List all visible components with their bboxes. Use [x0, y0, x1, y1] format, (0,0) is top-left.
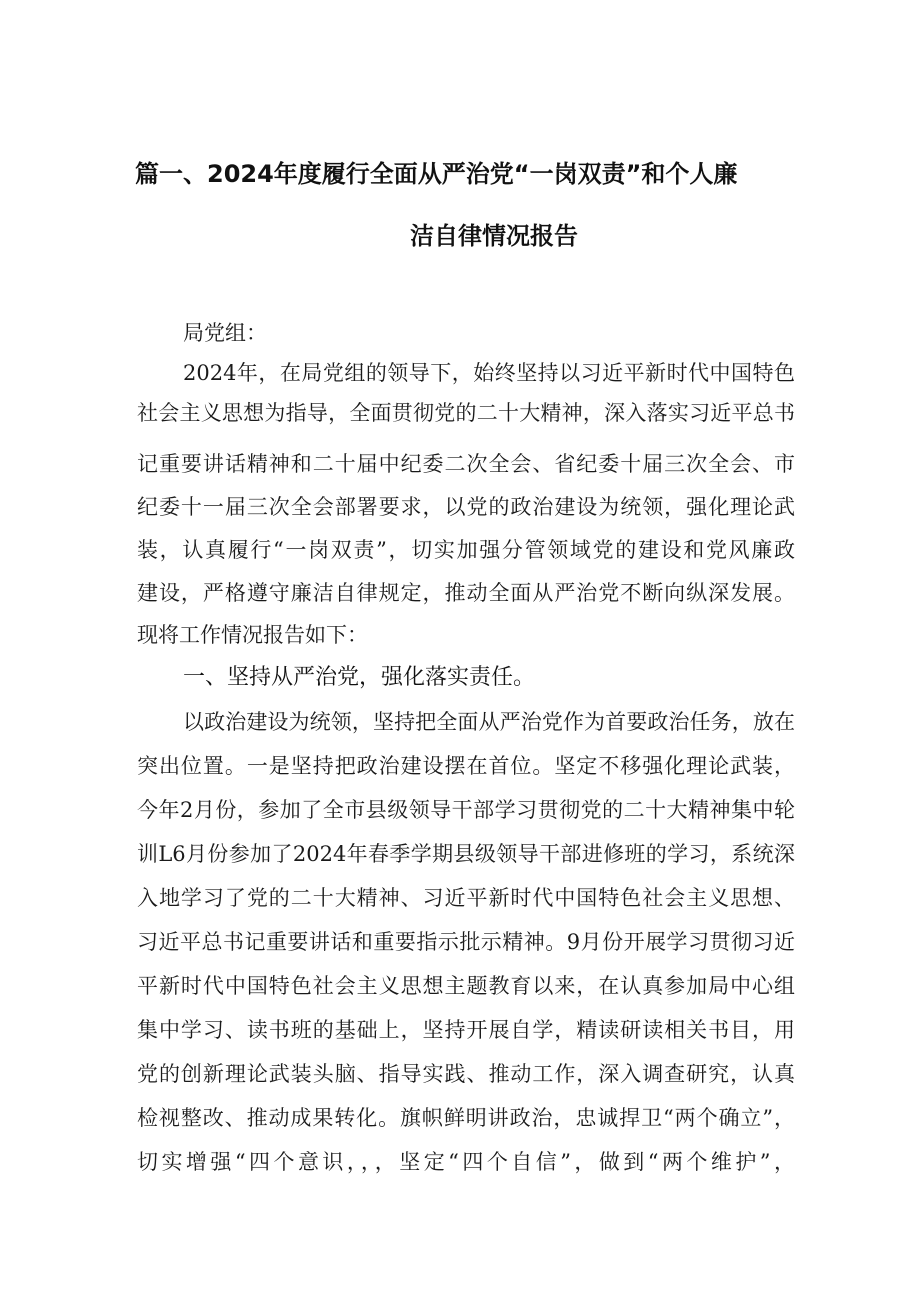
paragraph-1-line: 现将工作情况报告如下： — [137, 623, 368, 647]
document-title-line-2: 洁自律情况报告 — [410, 222, 578, 250]
paragraph-2-line: 集中学习、读书班的基础上，坚持开展自学，精读研读相关书目，用 — [137, 1018, 795, 1042]
paragraph-1-line: 记重要讲话精神和二十届中纪委二次全会、省纪委十届三次全会、市 — [137, 452, 795, 476]
paragraph-2-line: 平新时代中国特色社会主义思想主题教育以来，在认真参加局中心组 — [137, 974, 795, 998]
paragraph-1-line: 纪委十一届三次全会部署要求，以党的政治建设为统领，强化理论武 — [137, 495, 795, 519]
paragraph-2-line: 检视整改、推动成果转化。旗帜鲜明讲政治，忠诚捍卫“两个确立”， — [137, 1106, 795, 1130]
paragraph-2-line: 切实增强“四个意识，，，坚定“四个自信”，做到“两个维护”， — [137, 1150, 795, 1174]
paragraph-2-line: 习近平总书记重要讲话和重要指示批示精神。9月份开展学习贯彻习近 — [137, 930, 795, 954]
paragraph-2-line: 入地学习了党的二十大精神、习近平新时代中国特色社会主义思想、 — [137, 886, 795, 910]
section-heading-1: 一、坚持从严治党，强化落实责任。 — [183, 665, 536, 690]
paragraph-1-line: 社会主义思想为指导，全面贯彻党的二十大精神，深入落实习近平总书 — [137, 401, 795, 425]
paragraph-2-line: 突出位置。一是坚持把政治建设摆在首位。坚定不移强化理论武装， — [137, 754, 795, 778]
paragraph-1-line: 2024年，在局党组的领导下，始终坚持以习近平新时代中国特色 — [183, 361, 795, 385]
paragraph-1-line: 建设，严格遵守廉洁自律规定，推动全面从严治党不断向纵深发展。 — [137, 581, 795, 605]
document-title-line-1: 篇一、2024年度履行全面从严治党“一岗双责”和个人廉 — [135, 160, 738, 188]
paragraph-2-line: 党的创新理论武装头脑、指导实践、推动工作，深入调查研究，认真 — [137, 1062, 795, 1086]
paragraph-2-line: 训L6月份参加了2024年春季学期县级领导干部进修班的学习，系统深 — [137, 842, 795, 866]
paragraph-2-line: 今年2月份，参加了全市县级领导干部学习贯彻党的二十大精神集中轮 — [137, 798, 795, 822]
salutation: 局党组： — [183, 321, 267, 345]
paragraph-1-line: 装，认真履行“一岗双责”，切实加强分管领域党的建设和党风廉政 — [137, 538, 795, 562]
paragraph-2-line: 以政治建设为统领，坚持把全面从严治党作为首要政治任务，放在 — [183, 710, 795, 734]
